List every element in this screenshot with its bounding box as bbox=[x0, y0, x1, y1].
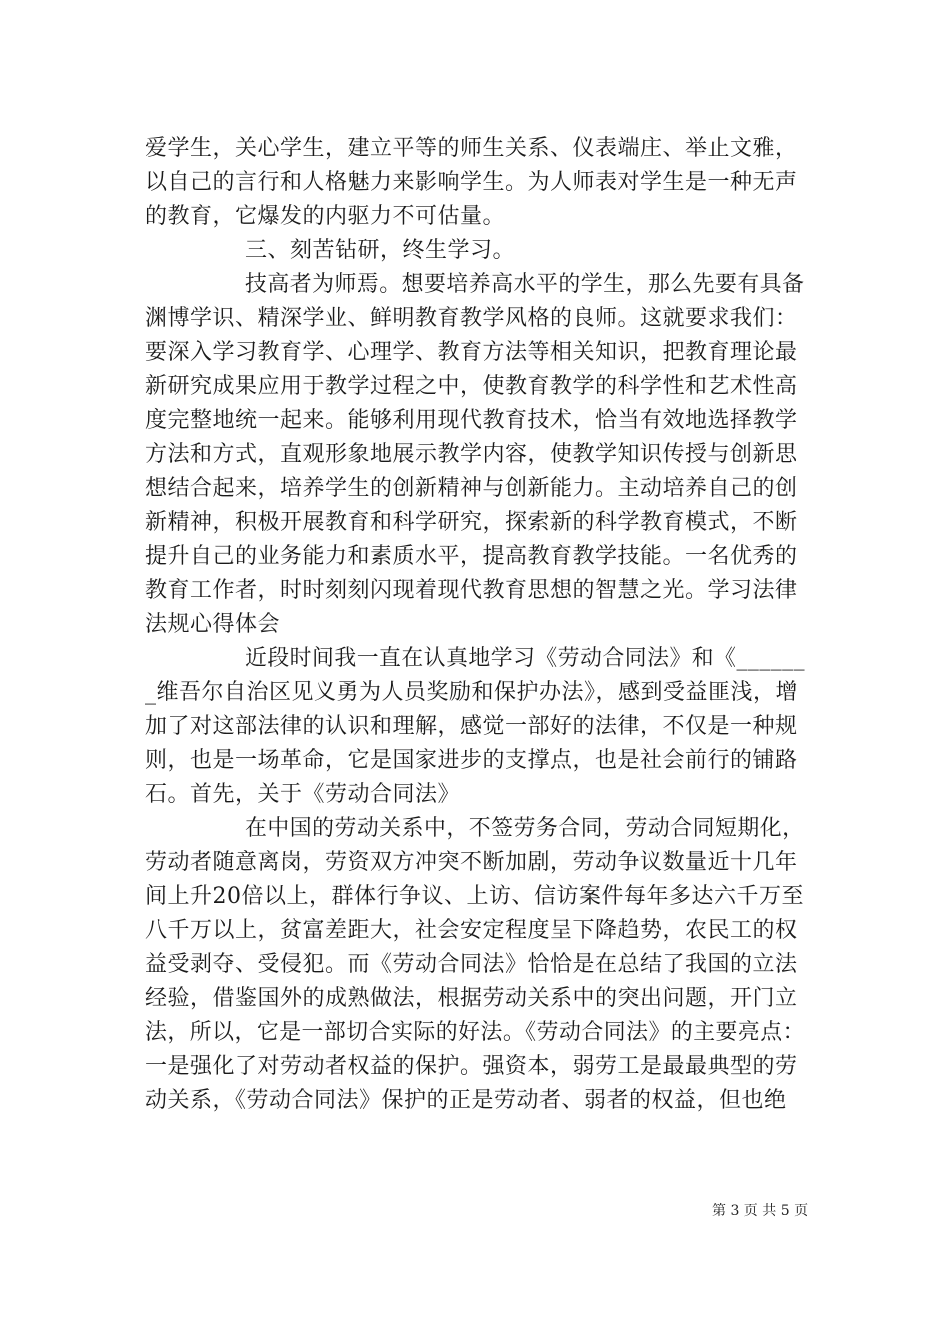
text-line: 八千万以上，贫富差距大，社会安定程度呈下降趋势，农民工的权 bbox=[145, 918, 798, 943]
text-line: 间上升20倍以上，群体行争议、上访、信访案件每年多达六千万至 bbox=[145, 884, 804, 909]
text-line: 一是强化了对劳动者权益的保护。强资本，弱劳工是最最典型的劳 bbox=[145, 1054, 798, 1079]
text-line: 法规心得体会 bbox=[145, 612, 281, 637]
text-line: 教育工作者，时时刻刻闪现着现代教育思想的智慧之光。学习法律 bbox=[145, 578, 798, 603]
text-line: 石。首先，关于《劳动合同法》 bbox=[145, 782, 461, 807]
text-line: 法，所以，它是一部切合实际的好法。《劳动合同法》的主要亮点： bbox=[145, 1020, 806, 1045]
text-line: 爱学生，关心学生，建立平等的师生关系、仪表端庄、举止文雅， bbox=[145, 136, 798, 161]
text-line: 则，也是一场革命，它是国家进步的支撑点，也是社会前行的铺路 bbox=[145, 748, 798, 773]
text-line: 想结合起来，培养学生的创新精神与创新能力。主动培养自己的创 bbox=[145, 476, 798, 501]
text-line: 提升自己的业务能力和素质水平，提高教育教学技能。一名优秀的 bbox=[145, 544, 798, 569]
text-line: _维吾尔自治区见义勇为人员奖励和保护办法》，感到受益匪浅，增 bbox=[145, 680, 799, 705]
text-line: 益受剥夺、受侵犯。而《劳动合同法》恰恰是在总结了我国的立法 bbox=[145, 952, 798, 977]
text-line: 技高者为师焉。想要培养高水平的学生，那么先要有具备 bbox=[245, 272, 805, 297]
text-line: 近段时间我一直在认真地学习《劳动合同法》和《______ bbox=[245, 646, 806, 671]
text-line: 要深入学习教育学、心理学、教育方法等相关知识，把教育理论最 bbox=[145, 340, 798, 365]
text-line: 劳动者随意离岗，劳资双方冲突不断加剧，劳动争议数量近十几年 bbox=[145, 850, 798, 875]
text-line: 的教育，它爆发的内驱力不可估量。 bbox=[145, 204, 506, 229]
text-line: 度完整地统一起来。能够利用现代教育技术，恰当有效地选择教学 bbox=[145, 408, 798, 433]
section-heading: 三、刻苦钻研，终生学习。 bbox=[245, 238, 516, 263]
text-line: 动关系，《劳动合同法》保护的正是劳动者、弱者的权益，但也绝 bbox=[145, 1088, 787, 1113]
text-line: 加了对这部法律的认识和理解，感觉一部好的法律，不仅是一种规 bbox=[145, 714, 798, 739]
page-number: 第 3 页 共 5 页 bbox=[712, 1203, 809, 1219]
text-line: 新研究成果应用于教学过程之中，使教育教学的科学性和艺术性高 bbox=[145, 374, 798, 399]
text-line: 渊博学识、精深学业、鲜明教育教学风格的良师。这就要求我们： bbox=[145, 306, 798, 331]
text-line: 以自己的言行和人格魅力来影响学生。为人师表对学生是一种无声 bbox=[145, 170, 798, 195]
text-line: 在中国的劳动关系中，不签劳务合同，劳动合同短期化， bbox=[245, 816, 805, 841]
text-line: 方法和方式，直观形象地展示教学内容，使教学知识传授与创新思 bbox=[145, 442, 798, 467]
text-line: 经验，借鉴国外的成熟做法，根据劳动关系中的突出问题，开门立 bbox=[145, 986, 798, 1011]
text-line: 新精神，积极开展教育和科学研究，探索新的科学教育模式，不断 bbox=[145, 510, 798, 535]
